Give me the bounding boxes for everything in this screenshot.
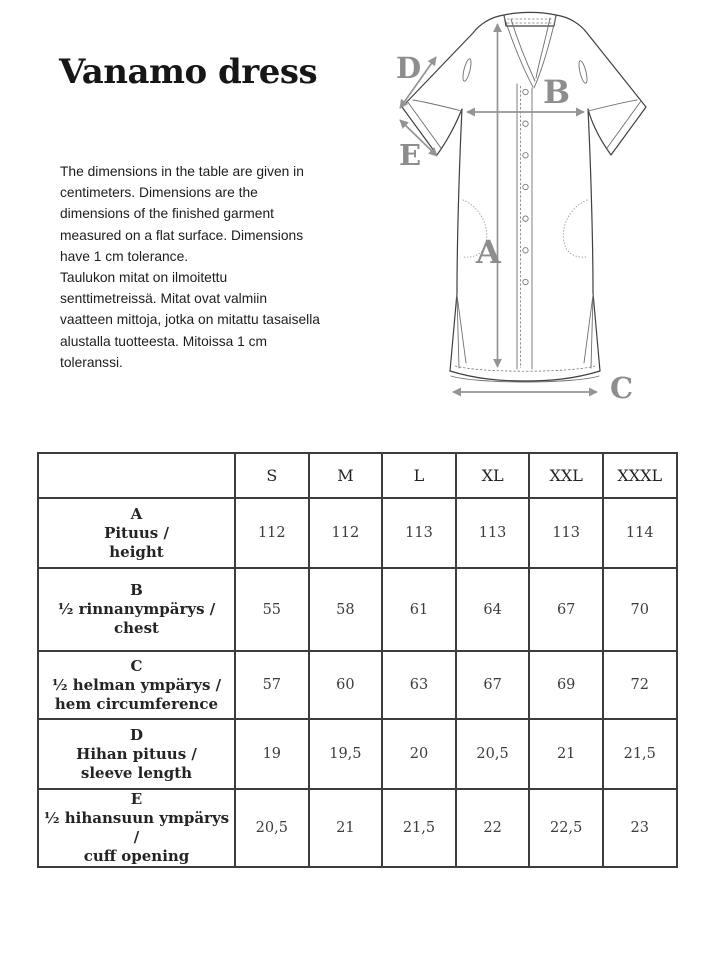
dimension-label-cell	[38, 719, 235, 789]
table-row-chest	[38, 568, 677, 651]
measurement-cell: 58	[309, 568, 383, 651]
dimension-name-en: hem circumference	[54, 694, 219, 713]
measurement-cell: 113	[456, 498, 530, 568]
measurement-cell: 67	[456, 651, 530, 719]
measurement-cell: 60	[309, 651, 383, 719]
dimension-letter: D	[129, 725, 143, 744]
measurement-cell: 64	[456, 568, 530, 651]
dimension-name-fi: ½ rinnanympärys /	[57, 600, 216, 618]
dimension-label-cell	[38, 498, 235, 568]
dimension-name-fi: Pituus /	[104, 523, 169, 542]
size-column-header: M	[309, 453, 383, 498]
hanging-loop-left	[461, 58, 472, 82]
dimension-label-b: B	[543, 73, 571, 111]
measurement-cell: 20	[382, 719, 456, 789]
size-column-header: XXXL	[603, 453, 677, 498]
measurement-cell: 112	[235, 498, 309, 568]
size-header-row	[38, 453, 677, 498]
dimension-label-cell	[38, 651, 235, 719]
dimension-label-e: E	[399, 138, 422, 172]
measurement-cell: 20,5	[235, 789, 309, 867]
measurement-cell: 55	[235, 568, 309, 651]
dimension-label-c: C	[610, 371, 634, 405]
dimension-letter: A	[130, 504, 143, 523]
description-finnish: Taulukon mitat on ilmoitettu senttimetreissä. Mitat ovat valmiin vaatteen mittoja, jotka on mitattu tasaisella alustalla tuotteesta. Mitoissa 1 cm toleranssi.	[60, 270, 320, 370]
dress-outline	[402, 12, 646, 381]
table-row-hem	[38, 651, 677, 719]
page-title: Vanamo dress	[59, 52, 318, 92]
dress-technical-drawing	[380, 0, 720, 420]
measurement-cell: 23	[603, 789, 677, 867]
measurement-cell: 19,5	[309, 719, 383, 789]
measurement-cell: 69	[529, 651, 603, 719]
table-row-length	[38, 498, 677, 568]
hanging-loop-right	[577, 60, 588, 84]
dimension-letter: B	[130, 581, 143, 599]
measurement-cell: 63	[382, 651, 456, 719]
measurement-cell: 113	[529, 498, 603, 568]
measurement-cell: 67	[529, 568, 603, 651]
measurement-cell: 21	[309, 789, 383, 867]
size-table	[37, 452, 678, 868]
measurement-cell: 19	[235, 719, 309, 789]
measurement-cell: 20,5	[456, 719, 530, 789]
description-english: The dimensions in the table are given in centimeters. Dimensions are the dimensions of the finished garment measured on a flat surface. Dimensions have 1 cm tolerance.	[60, 164, 304, 264]
dimension-label-cell	[38, 789, 235, 867]
dimension-name-fi: ½ hihansuun ympärys /	[43, 809, 230, 846]
dimension-label-a: A	[476, 233, 501, 271]
size-column-header: L	[382, 453, 456, 498]
measurement-cell: 21,5	[603, 719, 677, 789]
measurement-cell: 114	[603, 498, 677, 568]
buttons	[523, 89, 528, 284]
measurement-cell: 22,5	[529, 789, 603, 867]
measurement-cell: 61	[382, 568, 456, 651]
table-row-sleeve	[38, 719, 677, 789]
dimension-name-en: height	[109, 542, 164, 561]
dimension-name-en: cuff opening	[83, 847, 190, 865]
measurement-cell: 21,5	[382, 789, 456, 867]
measurement-cell: 70	[603, 568, 677, 651]
dimension-letter: C	[130, 656, 143, 675]
measurement-cell: 113	[382, 498, 456, 568]
dimension-name-en: chest	[114, 619, 159, 637]
dress-details	[407, 16, 641, 382]
dimension-name-fi: ½ helman ympärys /	[51, 675, 222, 694]
size-table-corner-cell	[38, 453, 235, 498]
dimension-name-en: sleeve length	[80, 763, 193, 782]
size-column-header: XXL	[529, 453, 603, 498]
dimension-label-cell	[38, 568, 235, 651]
measurement-cell: 21	[529, 719, 603, 789]
size-column-header: S	[235, 453, 309, 498]
measurement-cell: 22	[456, 789, 530, 867]
measurement-cell: 57	[235, 651, 309, 719]
dimension-label-d: D	[396, 51, 422, 85]
table-row-cuff	[38, 789, 677, 867]
size-column-header: XL	[456, 453, 530, 498]
dimension-name-fi: Hihan pituus /	[76, 744, 197, 763]
dress-drawing-svg	[380, 0, 720, 420]
dimension-letter: E	[130, 790, 143, 808]
measurement-cell: 72	[603, 651, 677, 719]
measurement-cell: 112	[309, 498, 383, 568]
